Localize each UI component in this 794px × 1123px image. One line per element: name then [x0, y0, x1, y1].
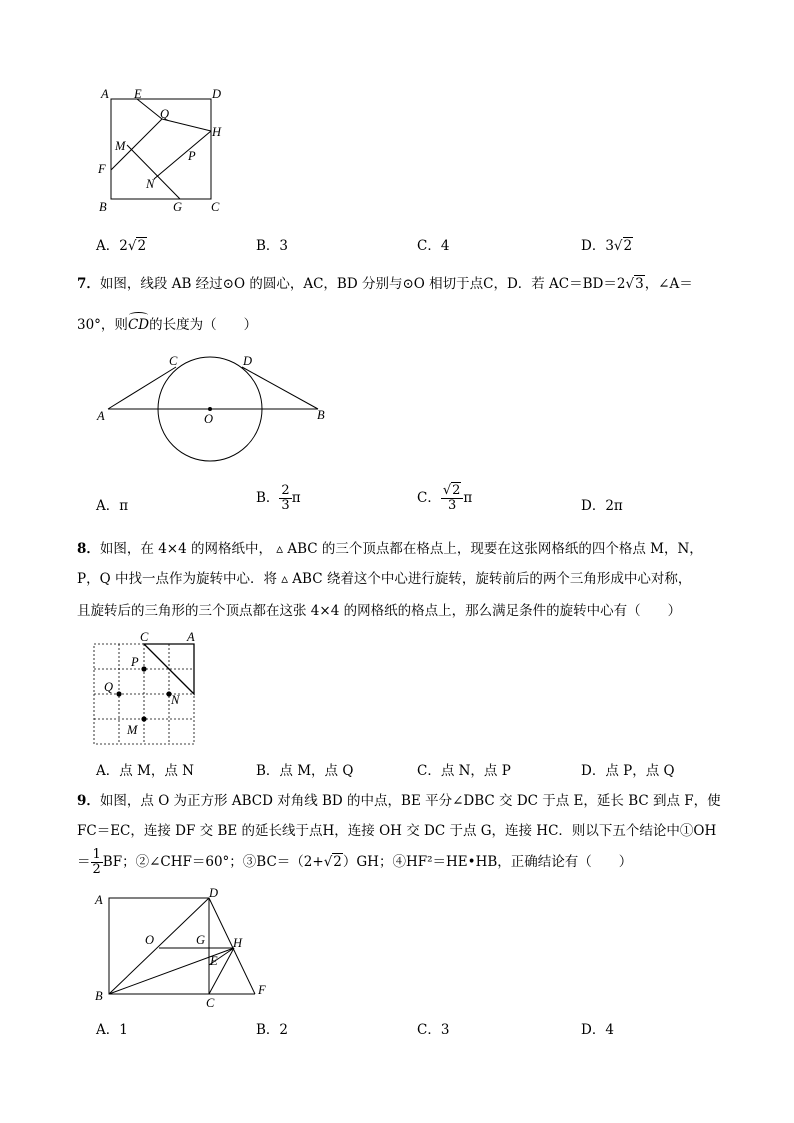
- label-o: O: [145, 933, 155, 947]
- q8-option-a: A．点 M，点 N: [96, 763, 194, 779]
- diagonal-bd: [109, 898, 209, 994]
- q8-option-b: B．点 M，点 Q: [256, 763, 354, 779]
- label-a: A: [95, 893, 103, 907]
- q9-option-b: B．2: [256, 1022, 289, 1038]
- q9-line-3: ＝ $\frac{1}{2}$ BF；②∠CHF＝60°；③BC＝（2+√2）GH；④HF²＝HE•HB，正确结论有（ ）: [77, 847, 633, 877]
- q7-option-c: C． $\frac{√2}{3}$ π: [417, 483, 473, 513]
- q7-line-1: 7．如图，线段 AB 经过⊙O 的圆心，AC，BD 分别与⊙O 相切于点C，D．若 AC＝BD＝2√3，∠A＝: [77, 276, 693, 292]
- label-b: B: [317, 408, 325, 422]
- label-e: E: [210, 954, 218, 968]
- label-p: P: [131, 655, 139, 669]
- label-g: G: [196, 933, 206, 947]
- label-o: O: [204, 412, 214, 426]
- label-c: C: [206, 996, 215, 1010]
- label-c: C: [211, 200, 220, 214]
- segment-df: [209, 898, 255, 994]
- q9-option-d: D．4: [581, 1022, 614, 1038]
- q7-option-b: B． $\frac{2}{3}$ π: [256, 483, 301, 513]
- arc-cd: CD: [127, 317, 150, 333]
- label-q: Q: [104, 680, 114, 694]
- label-c: C: [140, 630, 149, 644]
- label-f: F: [98, 162, 106, 176]
- label-b: B: [99, 200, 107, 214]
- segment-hn: [154, 131, 211, 179]
- point-q: [116, 691, 121, 696]
- label-e: E: [134, 87, 142, 101]
- label-m: M: [127, 723, 138, 737]
- label-h: H: [212, 125, 222, 139]
- label-m: M: [115, 139, 126, 153]
- label-f: F: [258, 983, 266, 997]
- q8-line-1: 8．如图，在 4×4 的网格纸中， ▵ ABC 的三个顶点都在格点上，现要在这张网格纸的四个格点 M，N，: [77, 541, 703, 557]
- point-o: [208, 407, 212, 411]
- label-a: A: [101, 87, 109, 101]
- figure-square-q6: [90, 82, 240, 217]
- q6-option-d: D．3√2: [581, 238, 633, 254]
- figure-square-q9: [88, 885, 278, 1013]
- q8-line-2: P，Q 中找一点作为旋转中心．将 ▵ ABC 绕着这个中心进行旋转，旋转前后的两个三角形成中心对称，: [77, 571, 692, 587]
- q7-option-a: A．π: [96, 498, 129, 514]
- q7-line-2: 30°，则CD的长度为（ ）: [77, 317, 258, 333]
- point-m: [141, 716, 146, 721]
- label-g: G: [173, 200, 183, 214]
- q8-line-3: 且旋转后的三角形的三个顶点都在这张 4×4 的网格纸的格点上，那么满足条件的旋转中心有（ ）: [77, 603, 682, 619]
- segment-ac: [108, 367, 176, 409]
- q8-option-c: C．点 N，点 P: [417, 763, 511, 779]
- q7-option-d: D．2π: [581, 498, 623, 514]
- label-b: B: [95, 989, 103, 1003]
- label-q: Q: [160, 107, 170, 121]
- q9-option-a: A．1: [96, 1022, 128, 1038]
- label-p: P: [188, 149, 196, 163]
- q6-option-b: B．3: [256, 238, 289, 254]
- q8-option-d: D．点 P，点 Q: [581, 763, 675, 779]
- label-n: N: [146, 177, 155, 191]
- q9-line-1: 9．如图，点 O 为正方形 ABCD 对角线 BD 的中点，BE 平分∠DBC 交 DC 于点 E，延长 BC 到点 F，使: [77, 793, 721, 809]
- q9-option-c: C．3: [417, 1022, 450, 1038]
- q6-option-a: A．2√2: [96, 238, 147, 254]
- label-a: A: [97, 409, 105, 423]
- label-d: D: [212, 87, 222, 101]
- label-h: H: [233, 936, 243, 950]
- figure-grid-q8: [88, 628, 203, 746]
- label-d: D: [209, 886, 219, 900]
- label-n: N: [171, 693, 180, 707]
- label-d: D: [243, 354, 253, 368]
- figure-circle-q7: [90, 348, 340, 470]
- label-a: A: [187, 630, 195, 644]
- segment-em: [137, 99, 162, 119]
- point-p: [141, 666, 146, 671]
- q9-line-2: FC＝EC，连接 DF 交 BE 的延长线于点H，连接 OH 交 DC 于点 G，连接 HC．则以下五个结论中①OH: [77, 823, 717, 839]
- segment-qh: [162, 119, 211, 131]
- label-c: C: [169, 354, 178, 368]
- q6-option-c: C．4: [417, 238, 450, 254]
- segment-bd: [242, 367, 318, 409]
